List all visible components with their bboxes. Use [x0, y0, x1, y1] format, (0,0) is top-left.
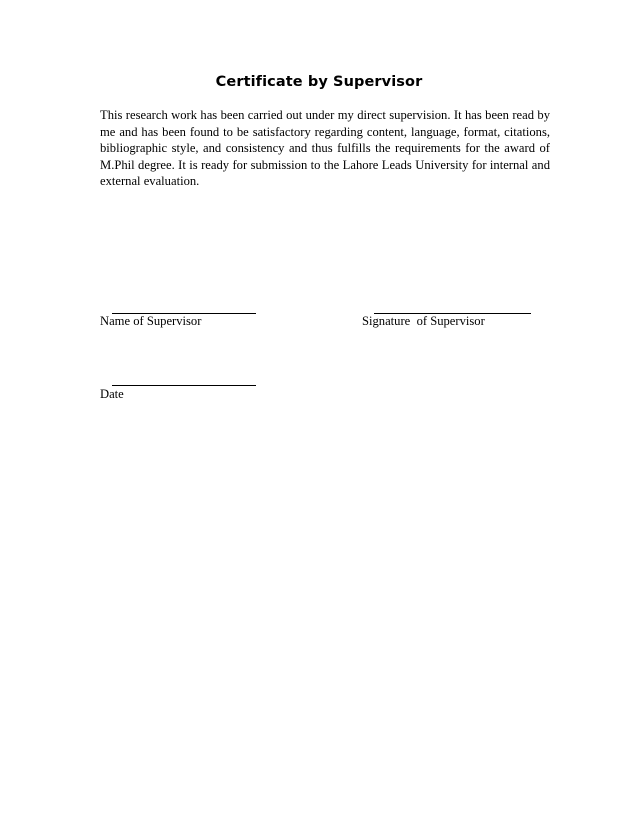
date-line	[112, 385, 256, 386]
certificate-body: This research work has been carried out under my direct supervision. It has been read by me and has been found to be satisfactory regarding content, language, format, citations, bibliographic style, and consistency and thus fulfills the requirements for the award of M.Phil degree. It is ready for submission to the Lahore Leads University for internal and external evaluation.	[100, 108, 550, 189]
supervisor-signature-label: Signature of Supervisor	[362, 314, 485, 328]
date-label: Date	[100, 387, 124, 401]
document-title: Certificate by Supervisor	[215, 74, 423, 90]
supervisor-name-label: Name of Supervisor	[100, 314, 202, 328]
